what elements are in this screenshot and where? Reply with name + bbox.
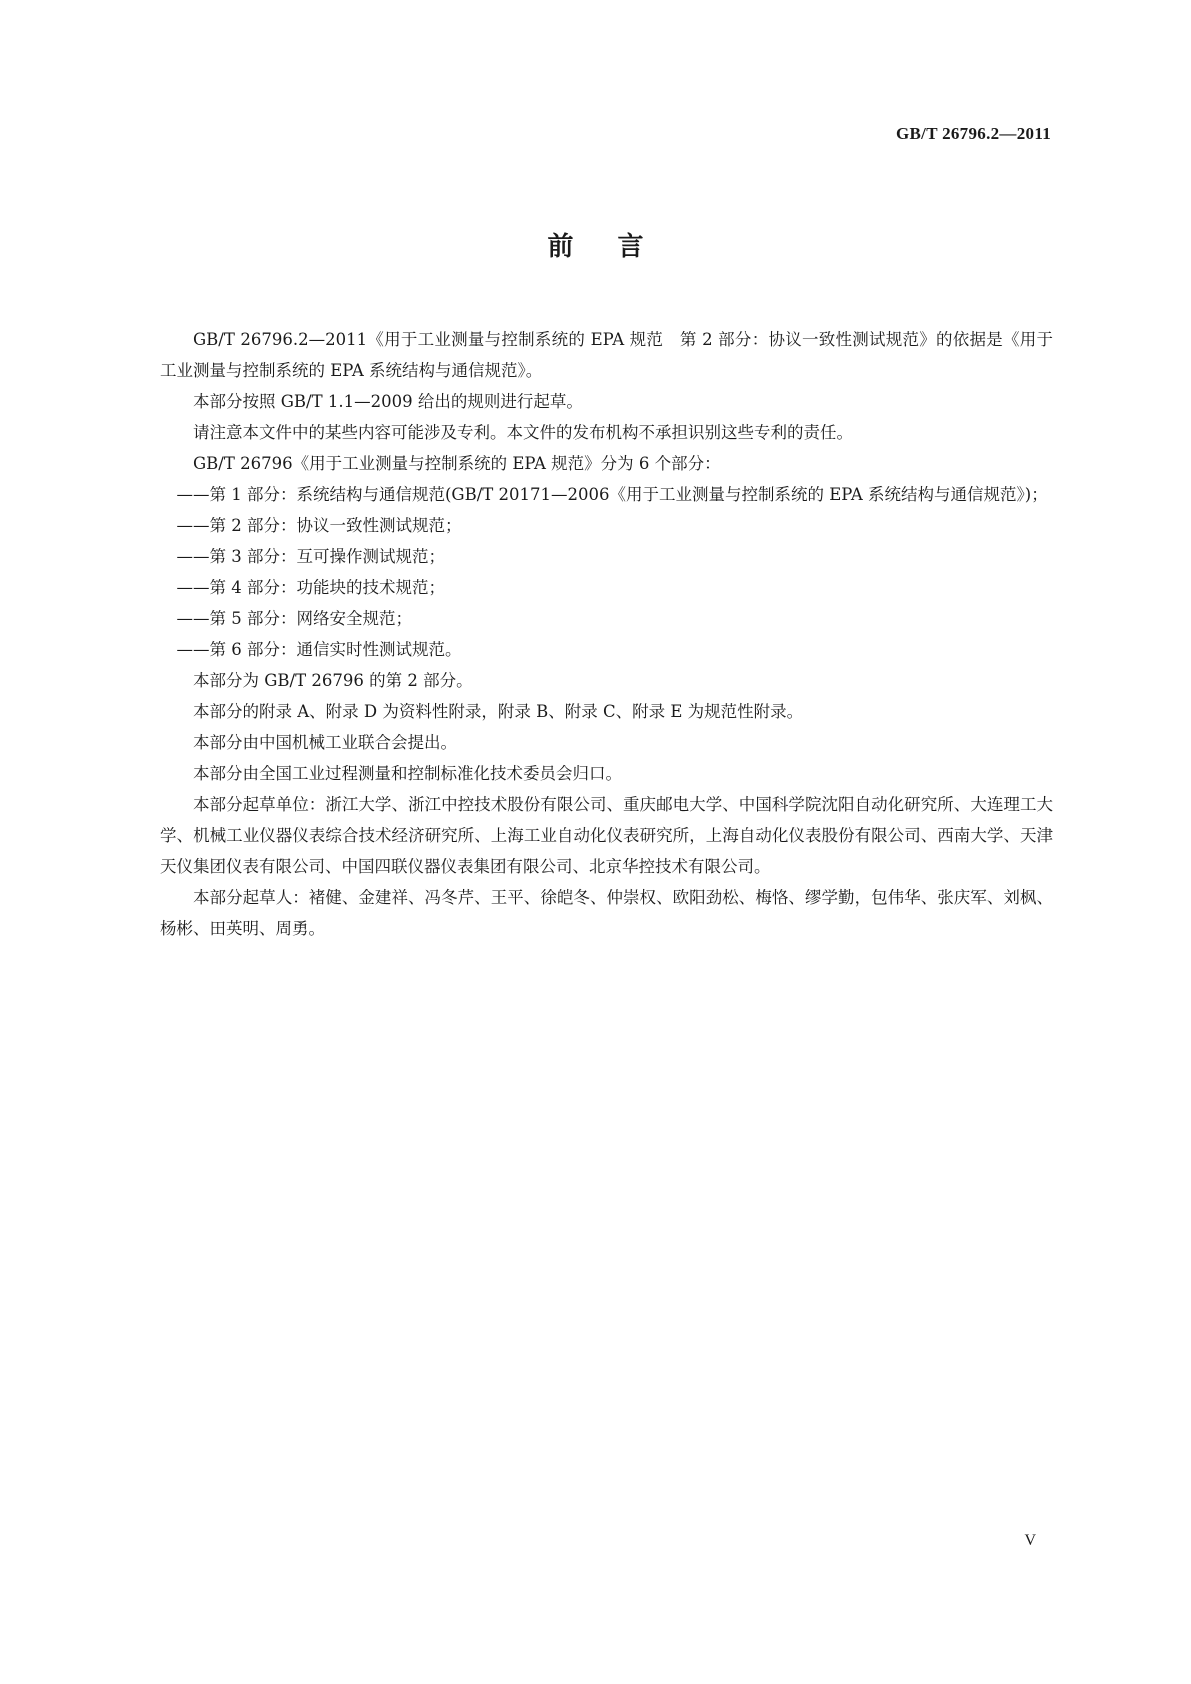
paragraph: GB/T 26796.2—2011《用于工业测量与控制系统的 EPA 规范 第 2 部分：协议一致性测试规范》的依据是《用于工业测量与控制系统的 EPA 系统结构与通信规范》。 <box>160 330 1053 380</box>
paragraph: 本部分的附录 A、附录 D 为资料性附录，附录 B、附录 C、附录 E 为规范性附录。 <box>193 702 804 721</box>
list-item-part-5: ——第 5 部分：网络安全规范； <box>176 609 412 628</box>
list-item-part-1: ——第 1 部分：系统结构与通信规范(GB/T 20171—2006《用于工业测量与控制系统的 EPA 系统结构与通信规范》)； <box>176 485 1048 504</box>
list-item-part-2: ——第 2 部分：协议一致性测试规范； <box>176 516 462 535</box>
paragraph: 本部分由中国机械工业联合会提出。 <box>193 733 457 752</box>
page-number: V <box>1024 1532 1036 1549</box>
list-item-part-4: ——第 4 部分：功能块的技术规范； <box>176 578 445 597</box>
paragraph: GB/T 26796《用于工业测量与控制系统的 EPA 规范》分为 6 个部分： <box>193 454 721 473</box>
paragraph: 本部分按照 GB/T 1.1—2009 给出的规则进行起草。 <box>193 392 583 411</box>
standard-number: GB/T 26796.2—2011 <box>896 124 1051 143</box>
list-item-part-6: ——第 6 部分：通信实时性测试规范。 <box>176 640 462 659</box>
page-title: 前言 <box>547 232 688 262</box>
foreword-body <box>160 324 1053 944</box>
drafters: 本部分起草人：褚健、金建祥、冯冬芹、王平、徐皑冬、仲崇权、欧阳劲松、梅恪、缪学勤，包伟华、张庆军、刘枫、杨彬、田英明、周勇。 <box>160 888 1053 938</box>
drafting-units: 本部分起草单位：浙江大学、浙江中控技术股份有限公司、重庆邮电大学、中国科学院沈阳自动化研究所、大连理工大学、机械工业仪器仪表综合技术经济研究所、上海工业自动化仪表研究所，上海自动化仪表股份有限公司、西南大学、天津天仪集团仪表有限公司、中国四联仪器仪表集团有限公司、北京华控技术有限公司。 <box>160 795 1053 876</box>
list-item-part-3: ——第 3 部分：互可操作测试规范； <box>176 547 445 566</box>
paragraph: 本部分由全国工业过程测量和控制标准化技术委员会归口。 <box>193 764 622 783</box>
paragraph: 请注意本文件中的某些内容可能涉及专利。本文件的发布机构不承担识别这些专利的责任。 <box>193 423 853 442</box>
paragraph: 本部分为 GB/T 26796 的第 2 部分。 <box>193 671 473 690</box>
